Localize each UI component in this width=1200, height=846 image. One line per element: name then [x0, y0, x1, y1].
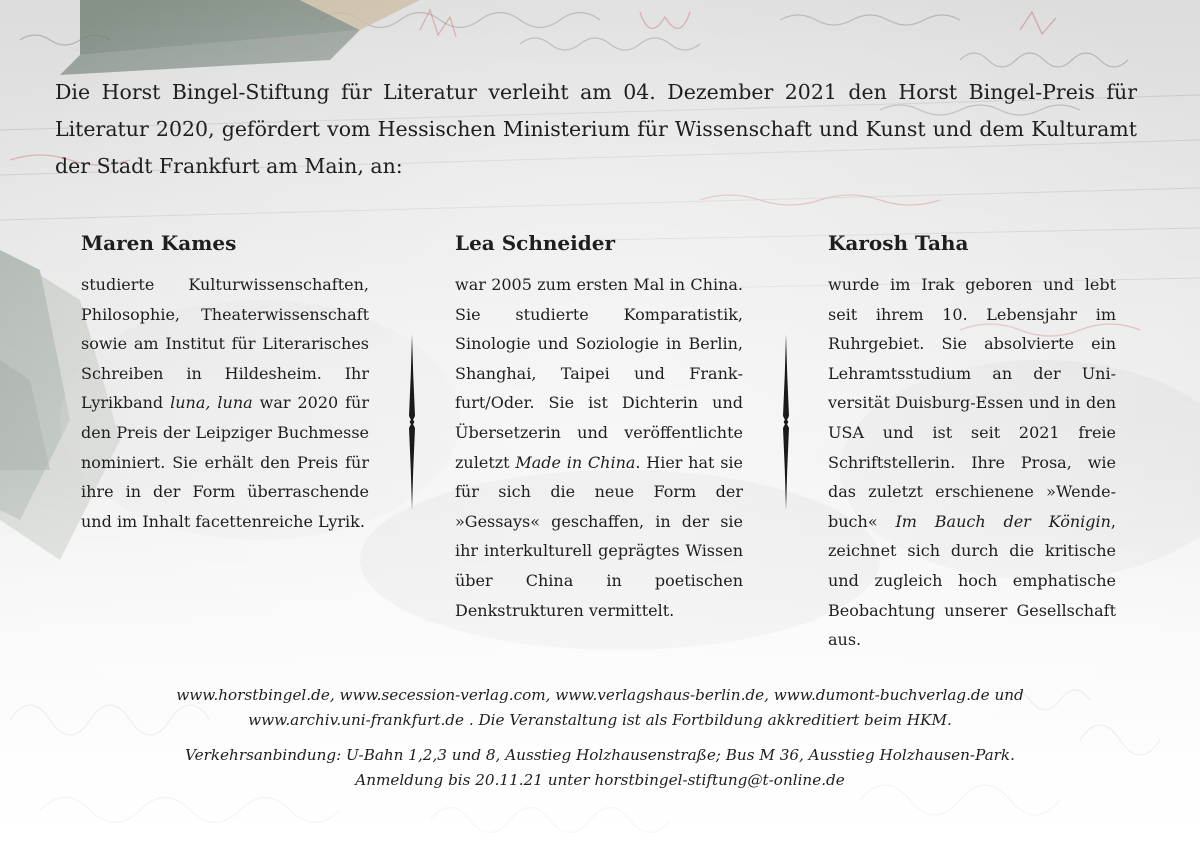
footer-registration: Anmeldung bis 20.11.21 unter horstbingel-stiftung@t-online.de	[355, 771, 845, 789]
laureate-name: Maren Kames	[81, 231, 237, 255]
laureate-bio: war 2005 zum ersten Mal in China. Sie studierte Komparatistik, Sinologie und Soziologie in Berlin, Shanghai, Taipei und Frankfurt/Oder. Sie ist Dichterin und Übersetzerin und veröffentlichte zuletzt Made in China. Hier hat sie für sich die neue Form der »Gessays« geschaffen, in der sie ihr interkulturell geprägtes Wissen über China in poetischen Denkstrukturen vermittelt.	[455, 275, 744, 620]
footer-links-line-1: www.horstbingel.de, www.secession-verlag.com, www.verlagshaus-berlin.de, www.dumont-buchverlag.de und	[176, 686, 1024, 704]
laureate-name: Lea Schneider	[455, 231, 615, 255]
laureate-bio: wurde im Irak geboren und lebt seit ihrem 10. Lebensjahr im Ruhrgebiet. Sie absolvierte ein Lehramtsstudium an der Universität Duisburg-Essen und in den USA und ist seit 2021 freie Schriftstellerin. Ihre Prosa, wie das zuletzt erschienene »Wendebuch« Im Bauch der Königin, zeichnet sich durch die kritische und zugleich hoch emphatische Beobachtung unserer Gesellschaft aus.	[828, 275, 1116, 650]
laureate-lea-schneider	[455, 226, 743, 625]
footer-links-line-2: www.archiv.uni-frankfurt.de . Die Veranstaltung ist als Fortbildung akkreditiert beim HKM.	[248, 711, 952, 729]
intro-paragraph: Die Horst Bingel-Stiftung für Literatur verleiht am 04. Dezember 2021 den Horst Bingel-Preis für Literatur 2020, gefördert vom Hessischen Ministerium für Wissenschaft und Kunst und dem Kulturamt der Stadt Frankfurt am Main, an:	[55, 80, 1137, 178]
footer-info	[0, 683, 1200, 793]
ornament-divider-icon	[405, 334, 419, 510]
laureate-bio: studierte Kulturwissenschaften, Philosophie, Theaterwissenschaft sowie am Institut für Literarisches Schreiben in Hildesheim. Ihr Lyrikband luna, luna war 2020 für den Preis der Leipziger Buchmesse nominiert. Sie erhält den Preis für ihre in der Form überraschende und im Inhalt facettenreiche Lyrik.	[81, 275, 369, 531]
footer-transport: Verkehrsanbindung: U-Bahn 1,2,3 und 8, Ausstieg Holzhausenstraße; Bus M 36, Ausstieg Holzhausen-Park.	[185, 746, 1015, 764]
laureate-karosh-taha	[828, 226, 1116, 655]
ornament-divider-icon	[779, 334, 793, 510]
laureate-name: Karosh Taha	[828, 231, 969, 255]
laureate-maren-kames	[81, 226, 369, 536]
